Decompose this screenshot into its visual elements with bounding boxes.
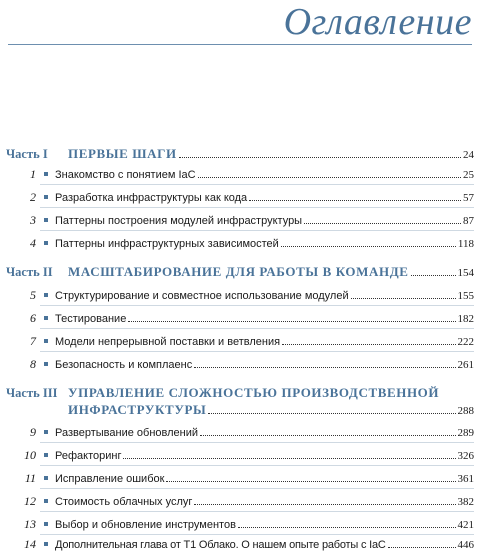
dot-leader xyxy=(123,458,455,459)
chapter-number: 3 xyxy=(30,213,36,227)
chapter-title: Паттерны построения модулей инфраструктуры xyxy=(55,215,303,227)
chapter-title: Знакомство с понятием IaC xyxy=(55,169,196,181)
chapter-number: 14 xyxy=(24,537,36,551)
dot-leader xyxy=(179,157,461,158)
square-bullet-icon xyxy=(44,453,48,457)
part-label: Часть III xyxy=(6,386,58,400)
chapter-title: Выбор и обновление инструментов xyxy=(55,519,236,531)
chapter-number: 6 xyxy=(30,311,36,325)
page-number: 155 xyxy=(457,290,474,302)
page-number: 288 xyxy=(457,405,474,417)
toc-chapter-9[interactable] xyxy=(6,425,474,440)
page-number: 24 xyxy=(463,149,474,161)
dot-leader xyxy=(351,298,456,299)
square-bullet-icon xyxy=(44,430,48,434)
toc-chapter-8[interactable] xyxy=(6,357,474,372)
row-divider xyxy=(40,351,474,352)
dot-leader xyxy=(166,481,455,482)
dot-leader xyxy=(194,367,455,368)
part-label: Часть II xyxy=(6,265,53,279)
chapter-title: Разработка инфраструктуры как кода xyxy=(55,192,248,204)
page-number: 446 xyxy=(457,539,474,551)
part-title: МАСШТАБИРОВАНИЕ ДЛЯ РАБОТЫ В КОМАНДЕ xyxy=(68,264,409,279)
chapter-number: 1 xyxy=(30,167,36,181)
row-divider xyxy=(40,534,474,535)
chapter-title: Паттерны инфраструктурных зависимостей xyxy=(55,238,279,250)
toc-part-1[interactable] xyxy=(6,146,474,162)
row-divider xyxy=(40,207,474,208)
dot-leader xyxy=(411,275,456,276)
toc-chapter-10[interactable] xyxy=(6,448,474,463)
part-title: УПРАВЛЕНИЕ СЛОЖНОСТЬЮ ПРОИЗВОДСТВЕННОЙ xyxy=(68,385,440,400)
toc-chapter-6[interactable] xyxy=(6,311,474,326)
toc-chapter-13[interactable] xyxy=(6,517,474,532)
square-bullet-icon xyxy=(44,218,48,222)
dot-leader xyxy=(282,344,455,345)
square-bullet-icon xyxy=(44,542,48,546)
dot-leader xyxy=(208,413,455,414)
chapter-title: Тестирование xyxy=(55,313,127,325)
chapter-title: Структурирование и совместное использование модулей xyxy=(55,290,349,302)
square-bullet-icon xyxy=(44,172,48,176)
square-bullet-icon xyxy=(44,499,48,503)
row-divider xyxy=(40,230,474,231)
page-title: Оглавление xyxy=(283,1,472,43)
row-divider xyxy=(40,305,474,306)
page-number: 361 xyxy=(457,473,474,485)
dot-leader xyxy=(238,527,456,528)
page-number: 25 xyxy=(463,169,474,181)
toc-chapter-4[interactable] xyxy=(6,236,474,251)
chapter-number: 4 xyxy=(30,236,36,250)
dot-leader xyxy=(281,246,456,247)
page-number: 261 xyxy=(457,359,474,371)
square-bullet-icon xyxy=(44,316,48,320)
square-bullet-icon xyxy=(44,195,48,199)
toc-chapter-7[interactable] xyxy=(6,334,474,349)
toc-chapter-3[interactable] xyxy=(6,213,474,228)
chapter-title: Исправление ошибок xyxy=(55,473,165,485)
chapter-number: 2 xyxy=(30,190,36,204)
chapter-number: 7 xyxy=(30,334,36,348)
dot-leader xyxy=(249,200,461,201)
square-bullet-icon xyxy=(44,241,48,245)
chapter-number: 13 xyxy=(24,517,36,531)
chapter-number: 12 xyxy=(24,494,36,508)
chapter-title: Развертывание обновлений xyxy=(55,427,198,439)
page-number: 421 xyxy=(457,519,474,531)
toc-chapter-11[interactable] xyxy=(6,471,474,486)
row-divider xyxy=(40,511,474,512)
page-number: 57 xyxy=(463,192,474,204)
row-divider xyxy=(40,465,474,466)
chapter-number: 8 xyxy=(30,357,36,371)
dot-leader xyxy=(198,177,461,178)
part-label: Часть I xyxy=(6,147,48,161)
chapter-title: Дополнительная глава от Т1 Облако. О нашем опыте работы с IaC xyxy=(55,539,386,551)
page-number: 326 xyxy=(457,450,474,462)
chapter-number: 11 xyxy=(24,471,36,485)
dot-leader xyxy=(128,321,455,322)
row-divider xyxy=(40,488,474,489)
toc-chapter-1[interactable] xyxy=(6,167,474,182)
dot-leader xyxy=(304,223,461,224)
page-number: 154 xyxy=(457,267,474,279)
chapter-number: 5 xyxy=(30,288,36,302)
chapter-title: Безопасность и комплаенс xyxy=(55,359,193,371)
toc-chapter-2[interactable] xyxy=(6,190,474,205)
page-number: 289 xyxy=(457,427,474,439)
part-title: ПЕРВЫЕ ШАГИ xyxy=(68,146,177,161)
square-bullet-icon xyxy=(44,362,48,366)
page-number: 182 xyxy=(457,313,474,325)
page-number: 222 xyxy=(457,336,474,348)
row-divider xyxy=(40,442,474,443)
chapter-title: Стоимость облачных услуг xyxy=(55,496,193,508)
toc-part-3-line2[interactable] xyxy=(68,402,474,418)
square-bullet-icon xyxy=(44,522,48,526)
square-bullet-icon xyxy=(44,293,48,297)
row-divider xyxy=(40,328,474,329)
chapter-number: 9 xyxy=(30,425,36,439)
part-title-continued: ИНФРАСТРУКТУРЫ xyxy=(68,402,207,417)
chapter-title: Рефакторинг xyxy=(55,450,122,462)
chapter-number: 10 xyxy=(24,448,36,462)
square-bullet-icon xyxy=(44,476,48,480)
toc-chapter-12[interactable] xyxy=(6,494,474,509)
row-divider xyxy=(40,184,474,185)
toc-part-2[interactable] xyxy=(6,264,474,280)
toc-chapter-5[interactable] xyxy=(6,288,474,303)
dot-leader xyxy=(194,504,455,505)
page-number: 118 xyxy=(457,238,474,250)
toc-part-3-line1[interactable] xyxy=(6,385,474,401)
dot-leader xyxy=(200,435,456,436)
chapter-title: Модели непрерывной поставки и ветвления xyxy=(55,336,281,348)
page-number: 382 xyxy=(457,496,474,508)
dot-leader xyxy=(388,547,456,548)
square-bullet-icon xyxy=(44,339,48,343)
page-number: 87 xyxy=(463,215,474,227)
title-divider xyxy=(8,44,472,45)
